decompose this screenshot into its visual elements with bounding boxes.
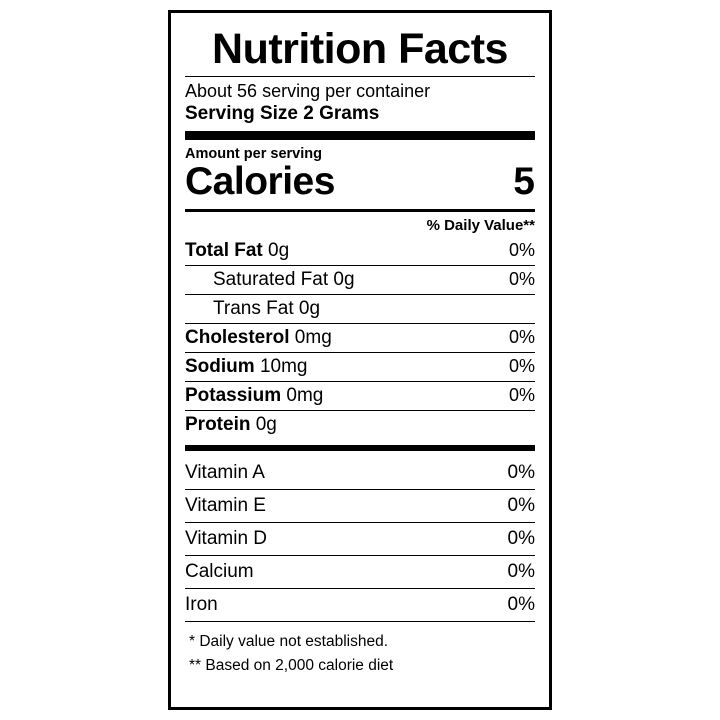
vitamin-name: Vitamin E: [185, 495, 266, 517]
vitamin-daily-value: 0%: [507, 528, 535, 550]
nutrition-facts-inner: [171, 13, 549, 707]
nutrient-name: Total Fat 0g: [185, 240, 290, 262]
serving-size: Serving Size 2 Grams: [185, 103, 380, 125]
nutrient-row: [185, 382, 535, 411]
divider-under-calories: [185, 209, 535, 212]
calories-row: [185, 160, 535, 204]
page-title: Nutrition Facts: [212, 25, 508, 73]
nutrient-name: Trans Fat 0g: [213, 298, 321, 320]
nutrition-facts-panel: [168, 10, 552, 710]
vitamin-row: [185, 523, 535, 556]
nutrient-row: [185, 411, 535, 439]
footnote-line: ** Based on 2,000 calorie diet: [189, 657, 394, 675]
vitamin-list: [185, 457, 535, 622]
vitamin-name: Vitamin D: [185, 528, 268, 550]
nutrient-daily-value: 0%: [508, 356, 535, 377]
calories-value: 5: [513, 160, 535, 204]
nutrient-daily-value: 0%: [508, 327, 535, 348]
divider-under-nutrients: [185, 445, 535, 451]
vitamin-name: Iron: [185, 594, 218, 616]
nutrient-daily-value: 0%: [508, 385, 535, 406]
vitamin-row: [185, 556, 535, 589]
vitamin-daily-value: 0%: [507, 594, 535, 616]
vitamin-daily-value: 0%: [507, 561, 535, 583]
vitamin-daily-value: 0%: [507, 462, 535, 484]
nutrient-name: Cholesterol 0mg: [185, 327, 332, 349]
amount-per-serving-label: Amount per serving: [185, 146, 322, 163]
nutrient-name: Potassium 0mg: [185, 385, 324, 407]
divider-under-title: [185, 76, 535, 77]
footnote-line: * Daily value not established.: [189, 633, 389, 651]
nutrient-name: Sodium 10mg: [185, 356, 308, 378]
nutrient-row: [185, 237, 535, 266]
daily-value-header: % Daily Value**: [426, 217, 535, 235]
nutrient-list: [185, 237, 535, 439]
footnotes: [185, 622, 535, 678]
nutrient-row: [185, 295, 535, 324]
nutrient-daily-value: 0%: [508, 269, 535, 290]
nutrient-row: [185, 353, 535, 382]
servings-per-container: About 56 serving per container: [185, 81, 431, 102]
vitamin-row: [185, 490, 535, 523]
calories-label: Calories: [185, 160, 335, 204]
vitamin-name: Calcium: [185, 561, 254, 583]
nutrient-name: Protein 0g: [185, 414, 277, 436]
nutrient-name: Saturated Fat 0g: [213, 269, 355, 291]
divider-thick-top: [185, 131, 535, 140]
nutrient-daily-value: 0%: [508, 240, 535, 261]
vitamin-name: Vitamin A: [185, 462, 265, 484]
nutrient-row: [185, 324, 535, 353]
vitamin-daily-value: 0%: [507, 495, 535, 517]
vitamin-row: [185, 589, 535, 622]
nutrient-row: [185, 266, 535, 295]
vitamin-row: [185, 457, 535, 490]
